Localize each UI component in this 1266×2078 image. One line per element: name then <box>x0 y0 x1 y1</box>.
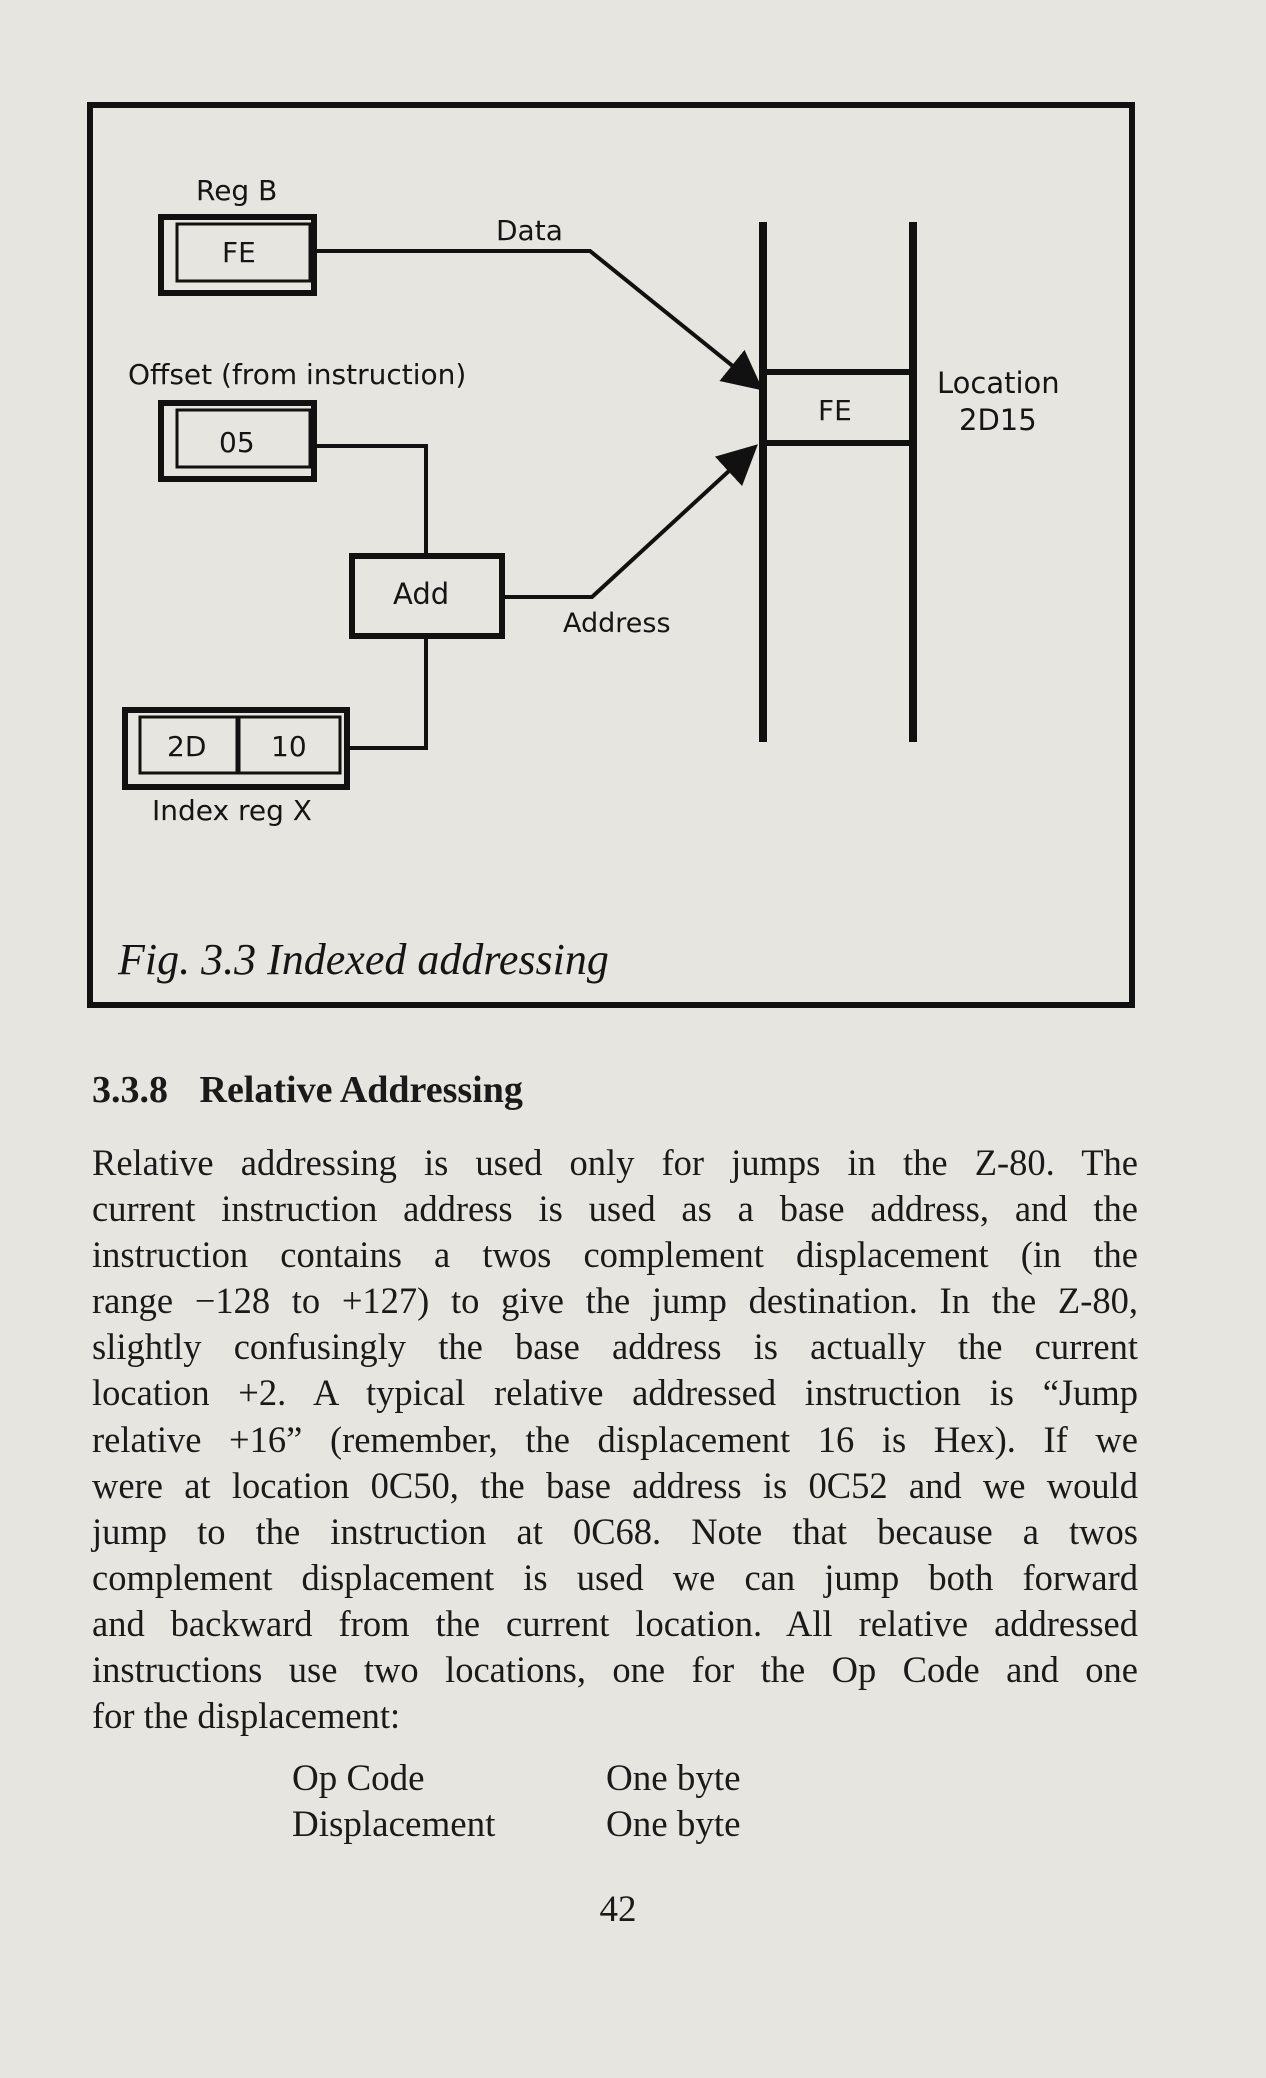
body-line: relative +16” (remember, the displacement 16 is Hex). If we <box>92 1418 1138 1460</box>
op-row <box>292 1756 741 1802</box>
location-label: Location <box>937 366 1060 400</box>
body-line: and backward from the current location. All relative addressed <box>92 1602 1138 1644</box>
body-line: current instruction address is used as a base address, and the <box>92 1188 1138 1230</box>
figure-caption: Fig. 3.3 Indexed addressing <box>118 935 609 984</box>
body-line: range −128 to +127) to give the jump destination. In the Z-80, <box>92 1280 1138 1322</box>
index-connector <box>345 636 426 748</box>
page-number: 42 <box>599 1889 637 1930</box>
indexed-addressing-diagram <box>0 0 1266 1020</box>
address-label: Address <box>563 608 671 639</box>
reg-b-label: Reg B <box>196 174 278 207</box>
body-line: instruction contains a twos complement displacement (in the <box>92 1234 1138 1276</box>
index-reg-label: Index reg X <box>152 794 312 827</box>
offset-connector <box>314 446 426 556</box>
add-label: Add <box>393 577 450 611</box>
body-line: location +2. A typical relative addressed instruction is “Jump <box>92 1372 1138 1414</box>
index-low-byte: 10 <box>271 730 307 763</box>
body-line: instructions use two locations, one for the Op Code and one <box>92 1649 1138 1691</box>
body-line: were at location 0C50, the base address is 0C52 and we would <box>92 1464 1138 1506</box>
op-field: Displacement <box>292 1804 496 1845</box>
memory-cell-value: FE <box>818 394 852 427</box>
section-heading <box>92 1068 523 1112</box>
data-label: Data <box>496 214 563 247</box>
location-value: 2D15 <box>959 403 1037 437</box>
section-title: Relative Addressing <box>199 1069 523 1111</box>
index-high-byte: 2D <box>167 730 207 763</box>
body-line: complement displacement is used we can jump both forward <box>92 1556 1138 1598</box>
body-line: for the displacement: <box>92 1695 401 1737</box>
body-line: slightly confusingly the base address is actually the current <box>92 1326 1138 1368</box>
op-row <box>292 1802 741 1848</box>
op-size: One byte <box>606 1804 741 1845</box>
reg-b-value: FE <box>222 236 256 269</box>
body-paragraph <box>92 1140 1138 1739</box>
offset-label: Offset (from instruction) <box>128 358 467 391</box>
address-arrow <box>502 447 755 597</box>
op-size: One byte <box>606 1758 741 1799</box>
body-line: Relative addressing is used only for jumps in the Z-80. The <box>92 1142 1138 1183</box>
offset-value: 05 <box>219 426 255 459</box>
op-size-table <box>292 1756 741 1848</box>
body-line: jump to the instruction at 0C68. Note that because a twos <box>92 1510 1138 1552</box>
op-field: Op Code <box>292 1758 425 1799</box>
section-number: 3.3.8 <box>92 1069 168 1111</box>
